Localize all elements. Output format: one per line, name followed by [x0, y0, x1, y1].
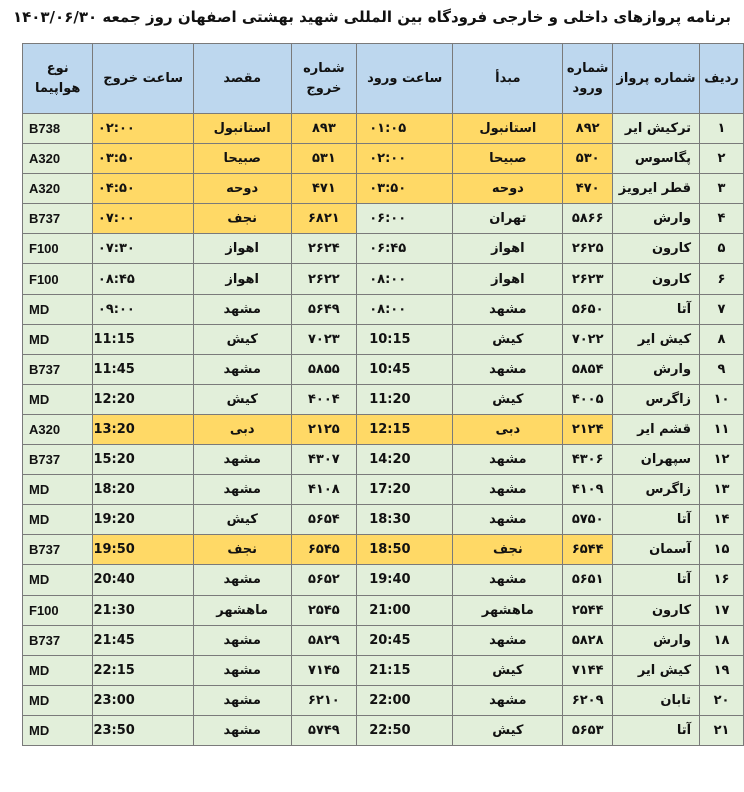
cell-inbound-no: ۵۶۵۳	[563, 715, 612, 745]
cell-inbound-no: ۵۸۶۶	[563, 204, 612, 234]
cell-inbound-no: ۵۶۵۰	[563, 294, 612, 324]
cell-flight: کارون	[612, 234, 699, 264]
cell-flight: آسمان	[612, 535, 699, 565]
arrival-time-value: 21:15	[369, 662, 411, 678]
cell-index: ۲۱	[700, 715, 744, 745]
cell-destination: کیش	[193, 384, 291, 414]
arrival-time-value: ۰۲:۰۰	[369, 151, 407, 167]
cell-destination: اهواز	[193, 234, 291, 264]
cell-departure-time	[93, 414, 193, 444]
arrival-time-value: 10:15	[369, 331, 411, 347]
departure-time-value: ۰۳:۵۰	[97, 151, 135, 167]
cell-aircraft: F100	[23, 234, 93, 264]
cell-flight: سپهران	[612, 445, 699, 475]
arrival-time-value: 18:30	[369, 512, 411, 528]
cell-flight: کیش ایر	[612, 655, 699, 685]
cell-departure-time	[93, 294, 193, 324]
arrival-time-value: ۰۸:۰۰	[369, 271, 407, 287]
header-departure-time: ساعت خروج	[93, 44, 193, 114]
cell-flight: وارش	[612, 625, 699, 655]
table-row	[23, 264, 744, 294]
cell-origin: مشهد	[453, 685, 563, 715]
cell-flight: تابان	[612, 685, 699, 715]
cell-origin: نجف	[453, 535, 563, 565]
cell-aircraft: MD	[23, 475, 93, 505]
cell-outbound-no: ۵۸۵۵	[291, 354, 357, 384]
cell-index: ۴	[700, 204, 744, 234]
cell-outbound-no: ۵۶۴۹	[291, 294, 357, 324]
cell-arrival-time	[357, 174, 453, 204]
header-destination: مقصد	[193, 44, 291, 114]
header-aircraft: نوع هواپیما	[23, 44, 93, 114]
cell-arrival-time	[357, 114, 453, 144]
cell-arrival-time	[357, 234, 453, 264]
table-row	[23, 715, 744, 745]
cell-outbound-no: ۴۰۰۴	[291, 384, 357, 414]
cell-inbound-no: ۶۵۴۴	[563, 535, 612, 565]
cell-destination: دوحه	[193, 174, 291, 204]
arrival-time-value: ۰۱:۰۵	[369, 121, 407, 137]
cell-departure-time	[93, 144, 193, 174]
cell-flight: آتا	[612, 715, 699, 745]
cell-index: ۶	[700, 264, 744, 294]
cell-inbound-no: ۲۶۲۳	[563, 264, 612, 294]
departure-time-value: 11:15	[93, 331, 135, 347]
cell-arrival-time	[357, 475, 453, 505]
cell-destination: اهواز	[193, 264, 291, 294]
cell-arrival-time	[357, 264, 453, 294]
cell-index: ۱	[700, 114, 744, 144]
cell-origin: صبیحا	[453, 144, 563, 174]
table-row	[23, 685, 744, 715]
cell-inbound-no: ۶۲۰۹	[563, 685, 612, 715]
cell-arrival-time	[357, 625, 453, 655]
departure-time-value: ۰۸:۴۵	[97, 271, 135, 287]
cell-inbound-no: ۸۹۲	[563, 114, 612, 144]
cell-outbound-no: ۲۶۲۴	[291, 234, 357, 264]
arrival-time-value: 11:20	[369, 391, 411, 407]
cell-origin: مشهد	[453, 445, 563, 475]
cell-destination: مشهد	[193, 715, 291, 745]
cell-index: ۷	[700, 294, 744, 324]
table-row	[23, 204, 744, 234]
cell-origin: مشهد	[453, 505, 563, 535]
cell-aircraft: A320	[23, 414, 93, 444]
cell-index: ۱۴	[700, 505, 744, 535]
cell-arrival-time	[357, 144, 453, 174]
cell-origin: دوحه	[453, 174, 563, 204]
header-arrival-time: ساعت ورود	[357, 44, 453, 114]
table-row	[23, 535, 744, 565]
departure-time-value: 20:40	[93, 572, 135, 588]
table-row	[23, 595, 744, 625]
cell-index: ۸	[700, 324, 744, 354]
table-row	[23, 505, 744, 535]
cell-inbound-no: ۴۷۰	[563, 174, 612, 204]
cell-aircraft: MD	[23, 655, 93, 685]
header-origin: مبدأ	[453, 44, 563, 114]
cell-index: ۱۳	[700, 475, 744, 505]
cell-arrival-time	[357, 655, 453, 685]
cell-outbound-no: ۶۲۱۰	[291, 685, 357, 715]
cell-origin: کیش	[453, 324, 563, 354]
cell-flight: آتا	[612, 294, 699, 324]
cell-departure-time	[93, 595, 193, 625]
cell-aircraft: MD	[23, 505, 93, 535]
cell-destination: مشهد	[193, 685, 291, 715]
cell-flight: کارون	[612, 264, 699, 294]
cell-inbound-no: ۵۶۵۱	[563, 565, 612, 595]
cell-origin: اهواز	[453, 264, 563, 294]
cell-departure-time	[93, 535, 193, 565]
cell-departure-time	[93, 324, 193, 354]
cell-outbound-no: ۴۷۱	[291, 174, 357, 204]
cell-flight: وارش	[612, 204, 699, 234]
header-index: ردیف	[700, 44, 744, 114]
cell-aircraft: B737	[23, 625, 93, 655]
cell-arrival-time	[357, 535, 453, 565]
cell-index: ۹	[700, 354, 744, 384]
cell-index: ۱۸	[700, 625, 744, 655]
departure-time-value: 11:45	[93, 361, 135, 377]
arrival-time-value: ۰۶:۴۵	[369, 241, 407, 257]
cell-destination: نجف	[193, 535, 291, 565]
cell-index: ۲	[700, 144, 744, 174]
cell-inbound-no: ۴۱۰۹	[563, 475, 612, 505]
cell-flight: آتا	[612, 505, 699, 535]
cell-origin: ماهشهر	[453, 595, 563, 625]
cell-outbound-no: ۶۸۲۱	[291, 204, 357, 234]
cell-index: ۱۶	[700, 565, 744, 595]
cell-flight: کارون	[612, 595, 699, 625]
arrival-time-value: 17:20	[369, 482, 411, 498]
cell-flight: کیش ایر	[612, 324, 699, 354]
cell-aircraft: F100	[23, 595, 93, 625]
cell-inbound-no: ۵۳۰	[563, 144, 612, 174]
cell-departure-time	[93, 505, 193, 535]
cell-aircraft: B737	[23, 204, 93, 234]
cell-index: ۱۵	[700, 535, 744, 565]
cell-departure-time	[93, 655, 193, 685]
cell-index: ۱۱	[700, 414, 744, 444]
cell-index: ۵	[700, 234, 744, 264]
cell-origin: مشهد	[453, 625, 563, 655]
header-flight: شماره پرواز	[612, 44, 699, 114]
arrival-time-value: 20:45	[369, 632, 411, 648]
departure-time-value: ۰۷:۳۰	[97, 241, 135, 257]
cell-outbound-no: ۵۳۱	[291, 144, 357, 174]
cell-inbound-no: ۲۵۴۴	[563, 595, 612, 625]
departure-time-value: ۰۲:۰۰	[97, 121, 135, 137]
cell-destination: ماهشهر	[193, 595, 291, 625]
cell-departure-time	[93, 204, 193, 234]
cell-outbound-no: ۲۵۴۵	[291, 595, 357, 625]
cell-destination: دبی	[193, 414, 291, 444]
departure-time-value: 23:00	[93, 692, 135, 708]
cell-index: ۱۷	[700, 595, 744, 625]
table-row	[23, 114, 744, 144]
cell-arrival-time	[357, 565, 453, 595]
cell-origin: مشهد	[453, 354, 563, 384]
header-outbound-no: شماره خروج	[291, 44, 357, 114]
cell-flight: آتا	[612, 565, 699, 595]
departure-time-value: 21:30	[93, 602, 135, 618]
arrival-time-value: ۰۶:۰۰	[369, 211, 407, 227]
cell-outbound-no: ۷۰۲۳	[291, 324, 357, 354]
cell-destination: استانبول	[193, 114, 291, 144]
cell-arrival-time	[357, 685, 453, 715]
cell-inbound-no: ۲۶۲۵	[563, 234, 612, 264]
cell-origin: مشهد	[453, 294, 563, 324]
cell-destination: مشهد	[193, 475, 291, 505]
flight-schedule-table	[22, 43, 744, 746]
cell-destination: کیش	[193, 505, 291, 535]
cell-flight: ترکیش ایر	[612, 114, 699, 144]
cell-arrival-time	[357, 204, 453, 234]
cell-destination: مشهد	[193, 565, 291, 595]
cell-aircraft: MD	[23, 384, 93, 414]
cell-arrival-time	[357, 294, 453, 324]
cell-flight: زاگرس	[612, 384, 699, 414]
cell-departure-time	[93, 565, 193, 595]
cell-origin: کیش	[453, 655, 563, 685]
cell-destination: مشهد	[193, 445, 291, 475]
table-row	[23, 324, 744, 354]
cell-outbound-no: ۶۵۴۵	[291, 535, 357, 565]
cell-arrival-time	[357, 595, 453, 625]
departure-time-value: 22:15	[93, 662, 135, 678]
cell-flight: وارش	[612, 354, 699, 384]
table-row	[23, 234, 744, 264]
departure-time-value: 21:45	[93, 632, 135, 648]
cell-arrival-time	[357, 354, 453, 384]
cell-departure-time	[93, 264, 193, 294]
cell-origin: اهواز	[453, 234, 563, 264]
cell-index: ۱۰	[700, 384, 744, 414]
cell-index: ۳	[700, 174, 744, 204]
table-row	[23, 445, 744, 475]
cell-flight: پگاسوس	[612, 144, 699, 174]
cell-destination: صبیحا	[193, 144, 291, 174]
cell-origin: مشهد	[453, 475, 563, 505]
departure-time-value: 12:20	[93, 391, 135, 407]
cell-origin: دبی	[453, 414, 563, 444]
cell-origin: مشهد	[453, 565, 563, 595]
arrival-time-value: 21:00	[369, 602, 411, 618]
cell-inbound-no: ۷۱۴۴	[563, 655, 612, 685]
cell-origin: کیش	[453, 384, 563, 414]
table-row	[23, 414, 744, 444]
header-inbound-no: شماره ورود	[563, 44, 612, 114]
table-row	[23, 174, 744, 204]
table-row	[23, 354, 744, 384]
table-row	[23, 475, 744, 505]
cell-arrival-time	[357, 505, 453, 535]
table-row	[23, 294, 744, 324]
cell-aircraft: A320	[23, 144, 93, 174]
cell-aircraft: B738	[23, 114, 93, 144]
cell-aircraft: B737	[23, 354, 93, 384]
table-row	[23, 655, 744, 685]
cell-departure-time	[93, 234, 193, 264]
cell-inbound-no: ۴۰۰۵	[563, 384, 612, 414]
cell-origin: تهران	[453, 204, 563, 234]
cell-destination: مشهد	[193, 655, 291, 685]
cell-arrival-time	[357, 414, 453, 444]
cell-flight: زاگرس	[612, 475, 699, 505]
departure-time-value: 18:20	[93, 482, 135, 498]
cell-aircraft: MD	[23, 324, 93, 354]
cell-inbound-no: ۵۸۵۴	[563, 354, 612, 384]
cell-arrival-time	[357, 445, 453, 475]
cell-departure-time	[93, 354, 193, 384]
arrival-time-value: 19:40	[369, 572, 411, 588]
table-row	[23, 625, 744, 655]
cell-destination: کیش	[193, 324, 291, 354]
cell-inbound-no: ۵۸۲۸	[563, 625, 612, 655]
arrival-time-value: 18:50	[369, 542, 411, 558]
cell-arrival-time	[357, 715, 453, 745]
departure-time-value: ۰۹:۰۰	[97, 301, 135, 317]
cell-outbound-no: ۵۶۵۴	[291, 505, 357, 535]
arrival-time-value: 12:15	[369, 421, 411, 437]
cell-arrival-time	[357, 324, 453, 354]
table-row	[23, 565, 744, 595]
cell-departure-time	[93, 715, 193, 745]
cell-aircraft: B737	[23, 535, 93, 565]
cell-arrival-time	[357, 384, 453, 414]
cell-index: ۱۹	[700, 655, 744, 685]
cell-origin: استانبول	[453, 114, 563, 144]
cell-departure-time	[93, 475, 193, 505]
cell-outbound-no: ۷۱۴۵	[291, 655, 357, 685]
departure-time-value: 13:20	[93, 421, 135, 437]
departure-time-value: 19:50	[93, 542, 135, 558]
cell-flight: قشم ایر	[612, 414, 699, 444]
arrival-time-value: ۰۸:۰۰	[369, 301, 407, 317]
cell-flight: قطر ایرویز	[612, 174, 699, 204]
departure-time-value: 23:50	[93, 722, 135, 738]
table-row	[23, 144, 744, 174]
cell-departure-time	[93, 445, 193, 475]
cell-outbound-no: ۴۳۰۷	[291, 445, 357, 475]
arrival-time-value: ۰۳:۵۰	[369, 181, 407, 197]
cell-origin: کیش	[453, 715, 563, 745]
cell-aircraft: MD	[23, 565, 93, 595]
page-title: برنامه پروازهای داخلی و خارجی فرودگاه بین المللی شهید بهشتی اصفهان روز جمعه ۱۴۰۳/۰۶/۳۰	[12, 8, 732, 26]
cell-outbound-no: ۵۸۲۹	[291, 625, 357, 655]
cell-aircraft: MD	[23, 685, 93, 715]
departure-time-value: 19:20	[93, 512, 135, 528]
cell-inbound-no: ۷۰۲۲	[563, 324, 612, 354]
cell-departure-time	[93, 114, 193, 144]
cell-departure-time	[93, 685, 193, 715]
cell-outbound-no: ۲۱۲۵	[291, 414, 357, 444]
cell-outbound-no: ۸۹۳	[291, 114, 357, 144]
arrival-time-value: 14:20	[369, 452, 411, 468]
cell-outbound-no: ۲۶۲۲	[291, 264, 357, 294]
cell-outbound-no: ۵۷۴۹	[291, 715, 357, 745]
table-header-row	[23, 44, 744, 114]
cell-departure-time	[93, 384, 193, 414]
departure-time-value: 15:20	[93, 452, 135, 468]
cell-outbound-no: ۴۱۰۸	[291, 475, 357, 505]
arrival-time-value: 22:50	[369, 722, 411, 738]
cell-index: ۲۰	[700, 685, 744, 715]
cell-destination: نجف	[193, 204, 291, 234]
cell-aircraft: F100	[23, 264, 93, 294]
arrival-time-value: 10:45	[369, 361, 411, 377]
cell-departure-time	[93, 625, 193, 655]
cell-departure-time	[93, 174, 193, 204]
cell-inbound-no: ۲۱۲۴	[563, 414, 612, 444]
cell-aircraft: B737	[23, 445, 93, 475]
cell-aircraft: MD	[23, 715, 93, 745]
cell-inbound-no: ۴۳۰۶	[563, 445, 612, 475]
table-row	[23, 384, 744, 414]
cell-outbound-no: ۵۶۵۲	[291, 565, 357, 595]
cell-destination: مشهد	[193, 354, 291, 384]
cell-inbound-no: ۵۷۵۰	[563, 505, 612, 535]
cell-aircraft: A320	[23, 174, 93, 204]
cell-destination: مشهد	[193, 294, 291, 324]
departure-time-value: ۰۴:۵۰	[97, 181, 135, 197]
departure-time-value: ۰۷:۰۰	[97, 211, 135, 227]
cell-index: ۱۲	[700, 445, 744, 475]
cell-aircraft: MD	[23, 294, 93, 324]
cell-destination: مشهد	[193, 625, 291, 655]
arrival-time-value: 22:00	[369, 692, 411, 708]
